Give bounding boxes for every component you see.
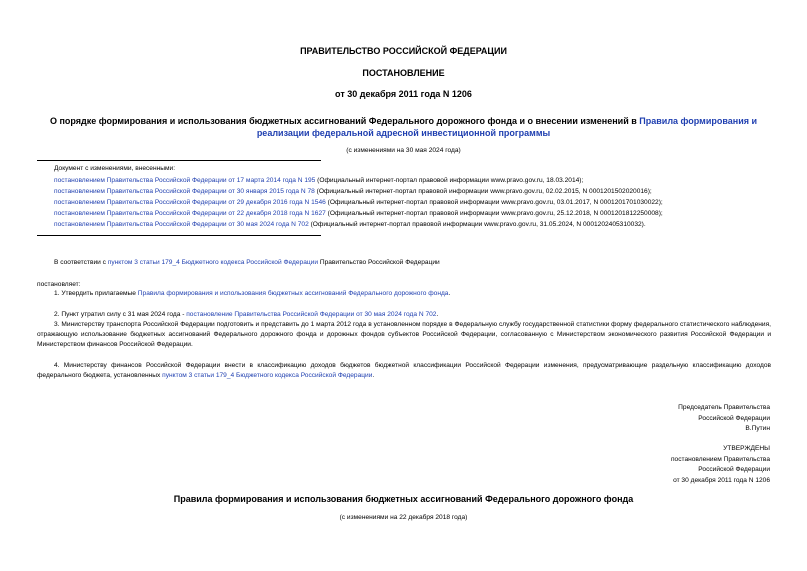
signature-name: В.Путин bbox=[745, 425, 770, 432]
clause-4 bbox=[37, 361, 771, 381]
clause-1-link[interactable]: Правила формирования и использования бюджетных ассигнований Федерального дорожного фонда bbox=[137, 290, 449, 297]
change-source: (Официальный интернет-портал правовой информации www.pravo.gov.ru, 31.05.2024, N 0001202405310032). bbox=[308, 221, 646, 228]
preamble bbox=[54, 259, 440, 266]
clause-4-end: . bbox=[372, 372, 375, 379]
approval-by: постановлением Правительства bbox=[670, 455, 770, 463]
changes-intro: Документ с изменениями, внесенными: bbox=[54, 165, 176, 172]
clause-1-end: . bbox=[448, 290, 451, 297]
clause-4-link[interactable]: пунктом 3 статьи 179_4 Бюджетного кодекса Российской Федерации bbox=[162, 372, 373, 379]
clause-4-text: 4. Министерству финансов Российской Федерации внести в классификацию доходов бюджетов бюджетной классификации Российской Федерации изменения, предусматривающие раздельную классификацию доходов федерального бюджета, установленных bbox=[37, 362, 771, 379]
change-item bbox=[54, 188, 652, 195]
clause-2 bbox=[54, 311, 438, 318]
preamble-link[interactable]: пунктом 3 статьи 179_4 Бюджетного кодекса Российской Федерации bbox=[107, 259, 319, 266]
document-title bbox=[0, 115, 807, 139]
rules-edition: (с изменениями на 22 декабря 2018 года) bbox=[339, 514, 468, 521]
title-text: О порядке формирования и использования бюджетных ассигнований Федерального дорожного фонда и о внесении изменений в bbox=[49, 116, 640, 126]
change-link[interactable]: постановлением Правительства Российской Федерации от 17 марта 2014 года N 195 bbox=[54, 177, 316, 184]
resolves-word: постановляет: bbox=[37, 281, 81, 288]
approval-heading: УТВЕРЖДЕНЫ bbox=[723, 445, 770, 452]
divider-bottom bbox=[37, 235, 321, 236]
change-source: (Официальный интернет-портал правовой информации www.pravo.gov.ru, 25.12.2018, N 0001201812250008); bbox=[325, 210, 663, 217]
clause-2-link[interactable]: постановление Правительства Российской Федерации от 30 мая 2024 года N 702 bbox=[186, 311, 437, 318]
government-heading: ПРАВИТЕЛЬСТВО РОССИЙСКОЙ ФЕДЕРАЦИИ bbox=[300, 46, 507, 56]
change-link[interactable]: постановлением Правительства Российской Федерации от 22 декабря 2018 года N 1627 bbox=[54, 210, 326, 217]
clause-2-end: . bbox=[436, 311, 439, 318]
approval-block bbox=[671, 444, 770, 486]
signature-organization: Российской Федерации bbox=[698, 414, 770, 422]
approval-date: от 30 декабря 2011 года N 1206 bbox=[673, 476, 770, 484]
approval-organization: Российской Федерации bbox=[698, 466, 770, 473]
clause-3: 3. Министерству транспорта Российской Федерации подготовить и представить до 1 марта 2012 года в установленном порядке в Федеральную службу государственной статистики форму федерального статистического наблюдения, отражающую использование бюджетных ассигнований Федерального дорожного фонда и дорожных фондов субъектов Российской Федерации, согласованную с Министерством экономического развития Российской Федерации и Министерством финансов Российской Федерации. bbox=[37, 321, 771, 348]
clause-2-text: 2. Пункт утратил силу с 31 мая 2024 года - bbox=[54, 311, 187, 318]
change-source: (Официальный интернет-портал правовой информации www.pravo.gov.ru, 18.03.2014); bbox=[315, 177, 584, 184]
change-link[interactable]: постановлением Правительства Российской Федерации от 30 мая 2024 года N 702 bbox=[54, 221, 309, 228]
clause-1-text: 1. Утвердить прилагаемые bbox=[54, 290, 138, 297]
clause-1 bbox=[54, 290, 450, 297]
edition-note: (с изменениями на 30 мая 2024 года) bbox=[346, 147, 461, 154]
signature-position: Председатель Правительства bbox=[678, 404, 770, 411]
divider-top bbox=[37, 160, 321, 161]
rules-title: Правила формирования и использования бюджетных ассигнований Федерального дорожного фонда bbox=[173, 494, 634, 504]
signature-block bbox=[678, 403, 770, 435]
preamble-text-end: Правительство Российской Федерации bbox=[318, 259, 440, 266]
title-link[interactable]: Правила формирования и bbox=[639, 116, 758, 126]
change-link[interactable]: постановлением Правительства Российской Федерации от 30 января 2015 года N 78 bbox=[54, 188, 315, 195]
change-item bbox=[54, 221, 646, 228]
preamble-text: В соответствии с bbox=[54, 259, 108, 266]
document-date: от 30 декабря 2011 года N 1206 bbox=[335, 89, 472, 99]
title-link-continued[interactable]: реализации федеральной адресной инвестиционной программы bbox=[256, 128, 551, 138]
change-link[interactable]: постановлением Правительства Российской Федерации от 29 декабря 2016 года N 1546 bbox=[54, 199, 326, 206]
change-item bbox=[54, 199, 663, 206]
change-item bbox=[54, 210, 663, 217]
change-source: (Официальный интернет-портал правовой информации www.pravo.gov.ru, 02.02.2015, N 0001201502020016); bbox=[314, 188, 652, 195]
document-type: ПОСТАНОВЛЕНИЕ bbox=[362, 68, 445, 78]
change-item bbox=[54, 177, 583, 184]
change-source: (Официальный интернет-портал правовой информации www.pravo.gov.ru, 03.01.2017, N 0001201701030022); bbox=[325, 199, 663, 206]
